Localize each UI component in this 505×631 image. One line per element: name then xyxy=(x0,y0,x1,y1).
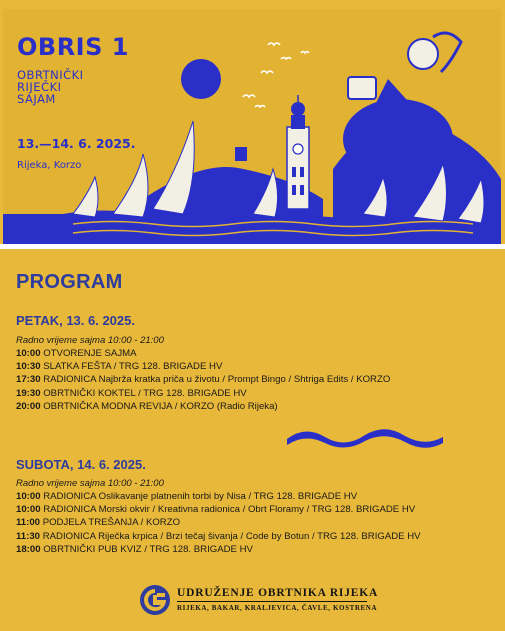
event-subtitle-line: SAJAM xyxy=(17,92,56,106)
schedule-text: PODJELA TREŠANJA / KORZO xyxy=(42,517,181,529)
schedule-time: 11:00 xyxy=(16,517,41,529)
event-subtitle xyxy=(17,69,84,105)
schedule-time: 11:30 xyxy=(16,530,41,542)
program-heading: PROGRAM xyxy=(16,271,123,293)
schedule-item xyxy=(16,387,390,400)
schedule-item xyxy=(16,490,421,503)
sun-shape xyxy=(181,59,221,99)
schedule-text: OTVORENJE SAJMA xyxy=(43,348,137,359)
schedule-text: OBRTNIČKI PUB KVIZ / TRG 128. BRIGADE HV xyxy=(43,543,253,555)
event-subtitle-line: RIJEČKI xyxy=(17,80,62,94)
schedule-time: 17:30 xyxy=(16,374,41,386)
organization-name: UDRUŽENJE OBRTNIKA RIJEKA xyxy=(177,587,379,599)
schedule-text: RADIONICA Oslikavanje platnenih torbi by Nisa / TRG 128. BRIGADE HV xyxy=(43,491,358,502)
schedule-text: RADIONICA Morski okvir / Kreativna radionica / Obrt Floramy / TRG 128. BRIGADE HV xyxy=(43,504,416,516)
schedule-text: OBRTNIČKI KOKTEL / TRG 128. BRIGADE HV xyxy=(43,387,247,399)
schedule-item xyxy=(16,530,421,543)
schedule-list-friday xyxy=(16,347,390,413)
schedule-item xyxy=(16,503,421,516)
event-title: OBRIS 1 xyxy=(17,33,129,61)
schedule-item xyxy=(16,543,421,556)
schedule-text: SLATKA FEŠTA / TRG 128. BRIGADE HV xyxy=(43,361,223,373)
waves-icon xyxy=(285,423,445,453)
udruzenje-logo-icon xyxy=(139,584,171,616)
schedule-item xyxy=(16,400,390,413)
schedule-time: 18:00 xyxy=(16,543,41,555)
birds-shape xyxy=(243,43,309,107)
schedule-item xyxy=(16,516,421,529)
schedule-time: 19:30 xyxy=(16,387,41,399)
day-heading-saturday: SUBOTA, 14. 6. 2025. xyxy=(16,457,146,472)
schedule-time: 10:00 xyxy=(16,504,41,516)
fort-shape xyxy=(235,147,247,161)
event-dates: 13.—14. 6. 2025. xyxy=(17,136,136,151)
day-heading-friday: PETAK, 13. 6. 2025. xyxy=(16,313,135,328)
event-place: Rijeka, Korzo xyxy=(17,160,82,171)
schedule-time: 10:30 xyxy=(16,361,41,373)
event-subtitle-line: OBRTNIČKI xyxy=(17,68,84,82)
schedule-item xyxy=(16,347,390,360)
schedule-time: 10:00 xyxy=(16,348,41,359)
event-banner xyxy=(3,9,501,244)
schedule-time: 10:00 xyxy=(16,491,41,502)
schedule-item xyxy=(16,360,390,373)
section-divider xyxy=(0,244,505,249)
opening-hours-saturday: Radno vrijeme sajma 10:00 - 21:00 xyxy=(16,478,164,489)
schedule-text: RADIONICA Najbrža kratka priča u životu / Prompt Bingo / Shtriga Edits / KORZO xyxy=(43,374,391,386)
organization-places: RIJEKA, BAKAR, KRALJEVICA, ČAVLE, KOSTRENA xyxy=(177,604,378,612)
schedule-text: OBRTNIČKA MODNA REVIJA / KORZO (Radio Rijeka) xyxy=(43,400,278,412)
schedule-text: RADIONICA Riječka krpica / Brzi tečaj šivanja / Code by Botun / TRG 128. BRIGADE HV xyxy=(42,530,421,542)
organization-underline xyxy=(177,601,367,602)
opening-hours-friday: Radno vrijeme sajma 10:00 - 21:00 xyxy=(16,335,164,346)
clock-tower-shape xyxy=(287,95,309,209)
schedule-item xyxy=(16,373,390,386)
schedule-time: 20:00 xyxy=(16,400,41,412)
artisan-figure-shape xyxy=(343,33,461,179)
schedule-list-saturday xyxy=(16,490,421,556)
